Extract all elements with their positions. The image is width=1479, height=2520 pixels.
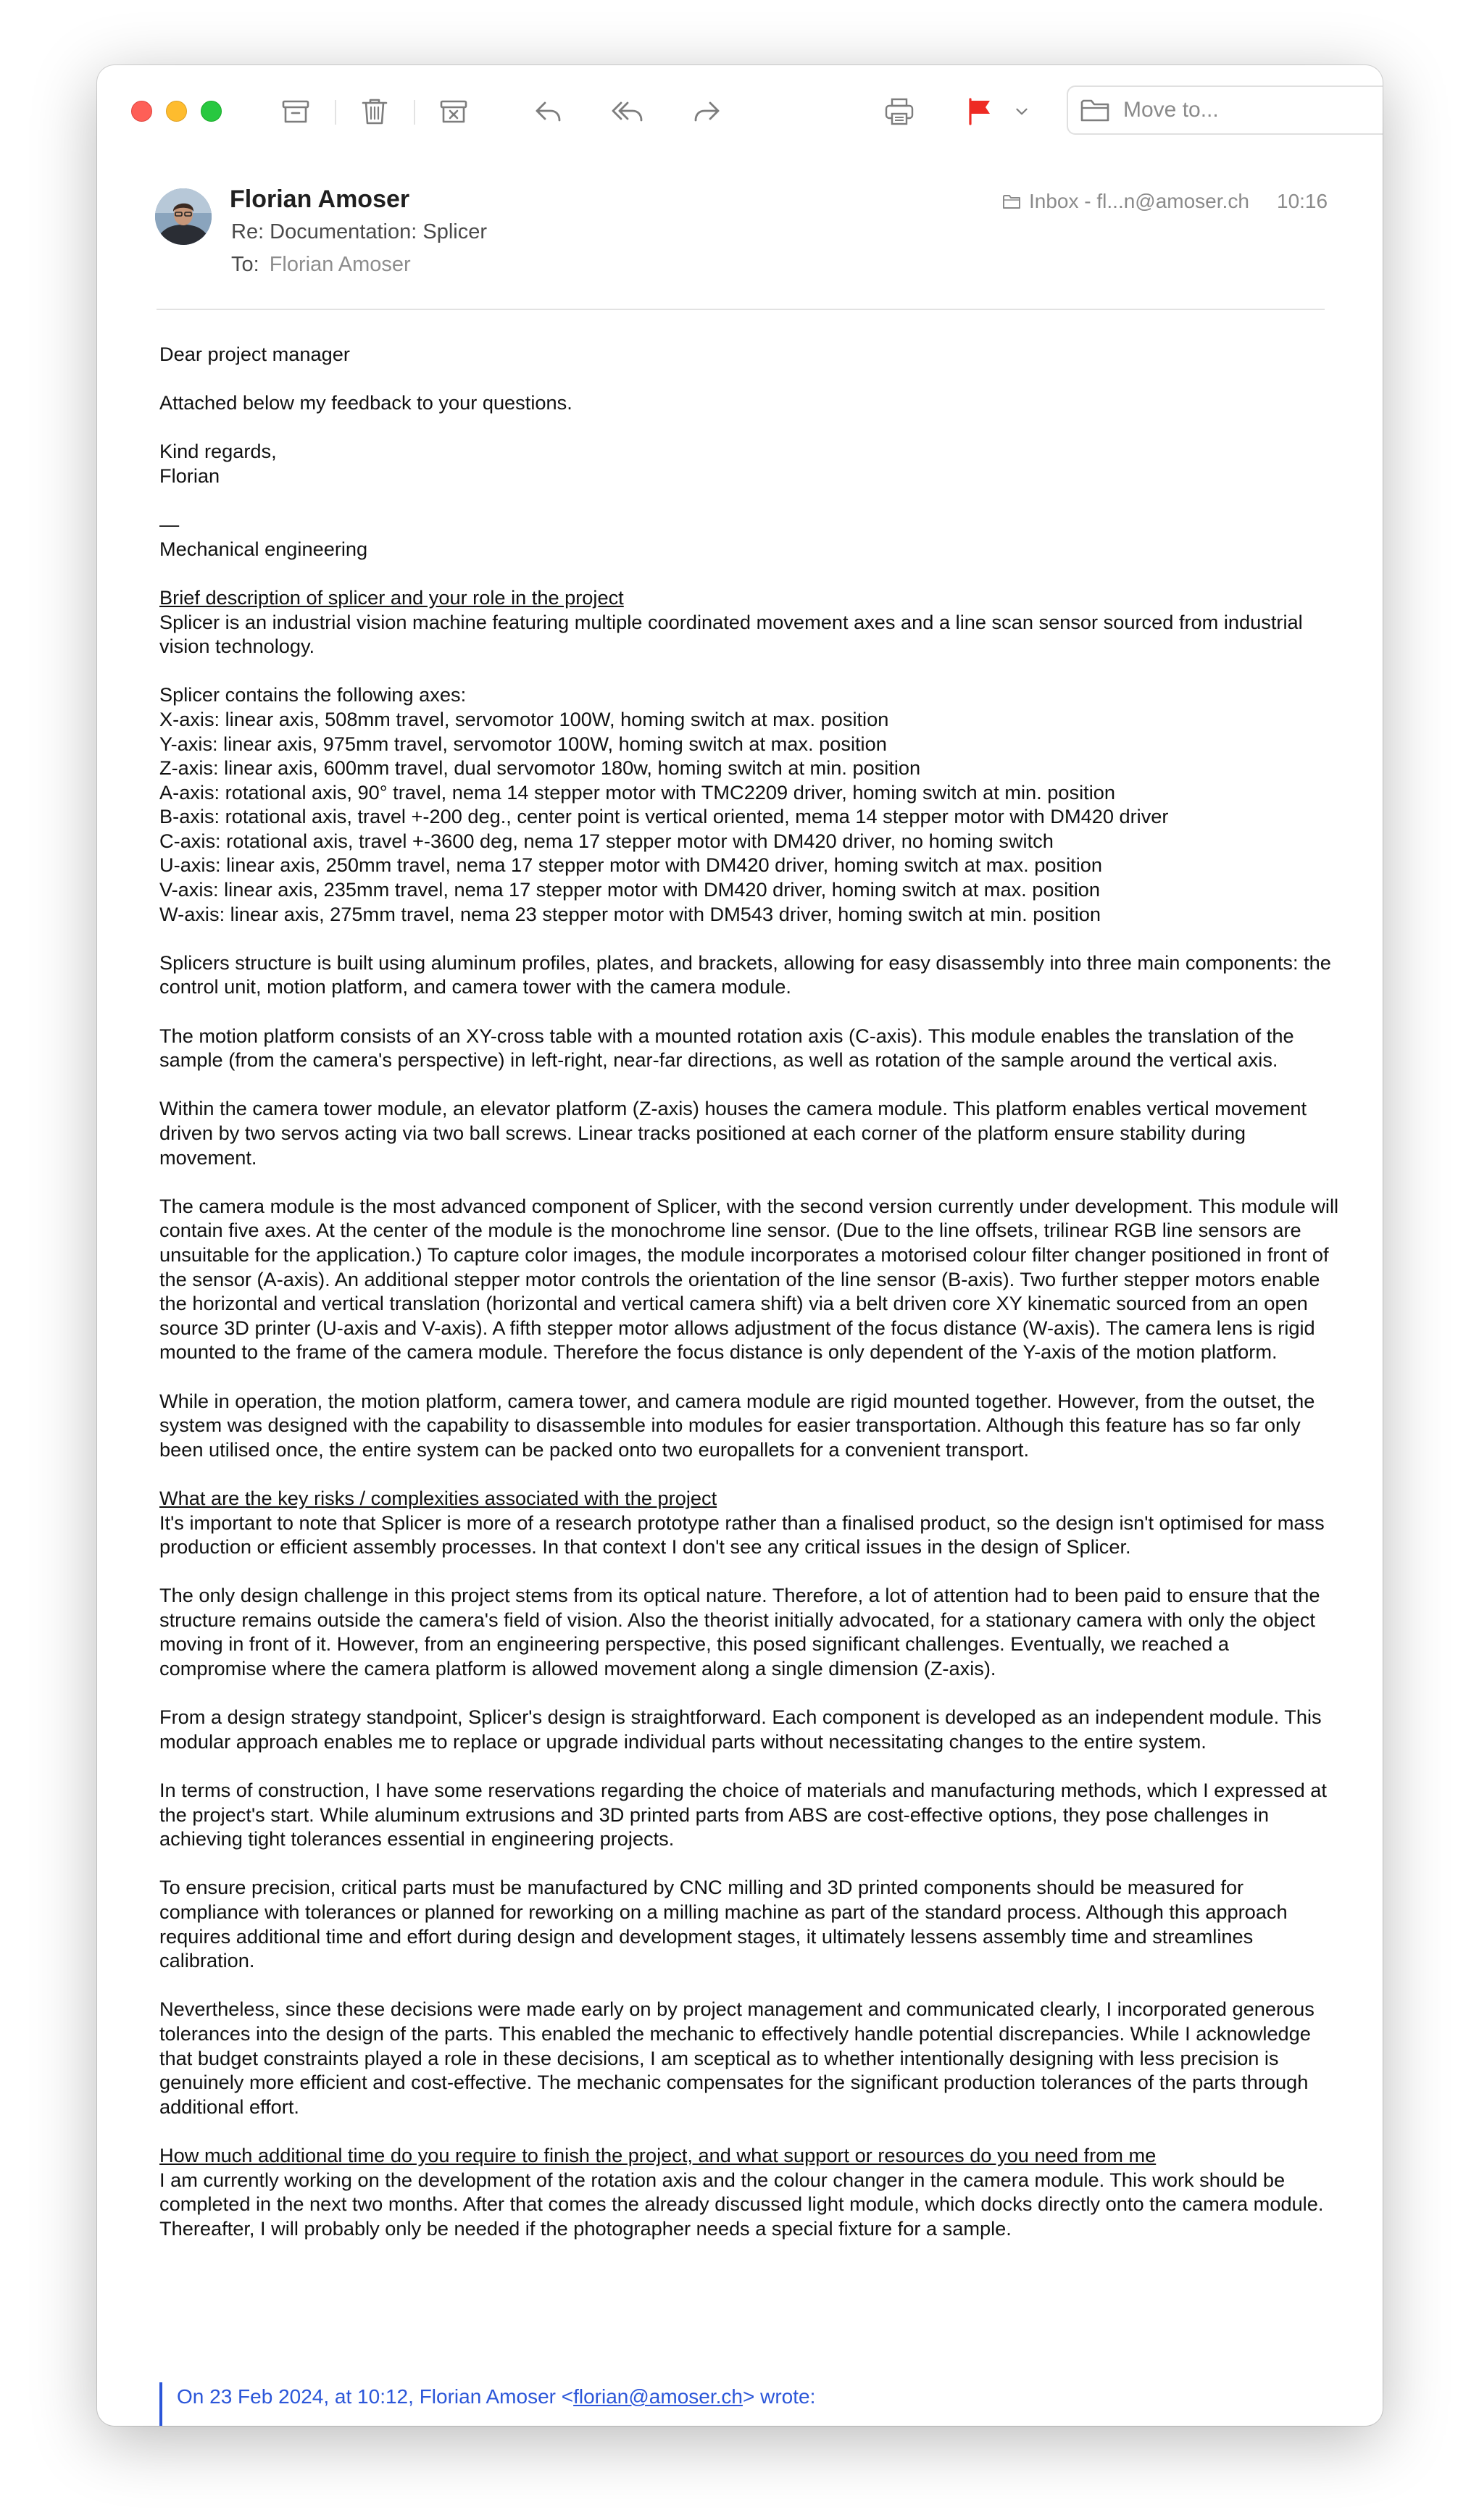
question-heading: Brief description of splicer and your role in the project [159,585,624,609]
axis-line: X-axis: linear axis, 508mm travel, servomotor 100W, homing switch at max. position [159,707,889,730]
mailbox-indicator [1001,190,1249,213]
junk-button[interactable] [435,93,472,130]
move-to-button[interactable] [1067,85,1383,135]
axis-line: C-axis: rotational axis, travel +-3600 deg, nema 17 stepper motor with DM420 driver, no homing switch [159,829,1054,852]
message-time: 10:16 [1277,190,1328,212]
flag-icon [963,95,996,128]
toolbar [97,65,1383,152]
recipient-line [231,253,411,277]
forward-icon [691,95,724,128]
quoted-message-header [159,2382,1319,2426]
paragraph: While in operation, the motion platform, camera tower, and camera module are rigid mounted together. However, from the outset, the system was designed with the capability to disassemble into modules for easier transportation. Although this feature has so far only been utilised once, the entire system can be packed onto two europallets for a convenient transport. [159,1389,1315,1461]
paragraph: From a design strategy standpoint, Splicer's design is straightforward. Each component is developed as an independent module. This modular approach enables me to replace or upgrade individual parts without necessitating changes to the entire system. [159,1706,1322,1753]
signature-separator: — [159,513,180,536]
to-label: To: [231,253,259,276]
delete-button[interactable] [356,93,393,130]
toolbar-separator [335,100,336,125]
section-title: Mechanical engineering [159,537,368,560]
folder-icon [1078,93,1112,127]
sender-avatar [155,188,212,245]
move-to-label: Move to... [1123,98,1219,122]
reply-all-icon [611,95,644,128]
paragraph: Nevertheless, since these decisions were made early on by project management and communicated clearly, I incorporated generous tolerances into the design of the parts. This enabled the mechanic to effectively handle potential discrepancies. While I acknowledge that budget constraints played a role in these decisions, I am sceptical as to whether intentionally designing with less precision is genuinely more efficient and cost-effective. The mechanic compensates for the significant production tolerances of the parts through additional effort. [159,1998,1315,2118]
axis-line: V-axis: linear axis, 235mm travel, nema 17 stepper motor with DM420 driver, homing switch at max. position [159,878,1100,901]
signature: Florian [159,464,220,487]
sender-name[interactable]: Florian Amoser [230,185,410,213]
axis-line: B-axis: rotational axis, travel +-200 deg., center point is vertical oriented, mema 14 stepper motor with DM420 driver [159,805,1169,828]
close-window-button[interactable] [131,101,152,122]
minimize-window-button[interactable] [166,101,187,122]
message-subject: Re: Documentation: Splicer [231,220,487,243]
axis-line: Z-axis: linear axis, 600mm travel, dual servomotor 180w, homing switch at min. position [159,756,921,780]
mailbox-label: Inbox - fl...n@amoser.ch [1029,190,1249,212]
quote-prefix: On 23 Feb 2024, at 10:12, Florian Amoser < [177,2385,574,2408]
folder-icon [1001,191,1022,212]
question-heading: How much additional time do you require to finish the project, and what support or resources do you need from me [159,2143,1157,2166]
recipient-name[interactable]: Florian Amoser [269,253,411,276]
junk-icon [437,95,470,128]
archive-icon [279,95,312,128]
axis-line: A-axis: rotational axis, 90° travel, nema 14 stepper motor with TMC2209 driver, homing switch at min. position [159,780,1115,804]
paragraph: The motion platform consists of an XY-cross table with a mounted rotation axis (C-axis). This module enables the translation of the sample (from the camera's perspective) in left-right, near-far directions, as well as rotation of the sample around the vertical axis. [159,1024,1294,1072]
axis-line: U-axis: linear axis, 250mm travel, nema 17 stepper motor with DM420 driver, homing switch at max. position [159,854,1102,877]
axes-intro: Splicer contains the following axes: [159,683,467,706]
question-heading: What are the key risks / complexities associated with the project [159,1486,717,1509]
quote-email-link[interactable]: florian@amoser.ch [573,2385,743,2408]
archive-button[interactable] [277,93,314,130]
flag-menu-button[interactable] [1009,93,1035,130]
closing-text: Kind regards, [159,440,277,463]
reply-all-button[interactable] [609,93,646,130]
reply-icon [531,95,564,128]
intro-text: Attached below my feedback to your questions. [159,391,572,414]
axis-line: Y-axis: linear axis, 975mm travel, servomotor 100W, homing switch at max. position [159,732,887,755]
quote-suffix: > wrote: [742,2385,816,2408]
trash-icon [358,95,391,128]
flag-button[interactable] [961,93,999,130]
header-divider [157,309,1325,310]
mail-window [97,65,1383,2426]
paragraph: I am currently working on the development of the rotation axis and the colour changer in the camera module. This work should be completed in the next two months. After that comes the already discussed light module, which docks directly onto the camera module. Thereafter, I will probably only be needed if the photographer needs a special fixture for a sample. [159,2168,1324,2240]
greeting: Dear project manager [159,343,350,365]
zoom-window-button[interactable] [201,101,222,122]
reply-button[interactable] [529,93,567,130]
chevron-down-icon [1011,101,1033,122]
print-button[interactable] [880,93,918,130]
paragraph: The only design challenge in this project stems from its optical nature. Therefore, a lot of attention had to been paid to ensure that the structure remains outside the camera's field of vision. Also the theorist initially advocated, for a stationary camera with only the object moving in front of it. However, from an engineering perspective, this posed significant challenges. Eventually, we reached a compromise where the camera platform is allowed movement along a single dimension (Z-axis). [159,1584,1320,1680]
print-icon [883,95,916,128]
paragraph: To ensure precision, critical parts must be manufactured by CNC milling and 3D printed components should be measured for compliance with tolerances or planned for reworking on a milling machine as part of the standard process. Although this approach requires additional time and effort during design and development stages, it ultimately lessens assembly time and streamlines calibration. [159,1876,1288,1972]
axis-line: W-axis: linear axis, 275mm travel, nema 23 stepper motor with DM543 driver, homing switch at min. position [159,902,1101,925]
paragraph: Splicers structure is built using aluminum profiles, plates, and brackets, allowing for easy disassembly into three main components: the control unit, motion platform, and camera tower with the camera module. [159,951,1331,998]
paragraph: Splicer is an industrial vision machine featuring multiple coordinated movement axes and a line scan sensor sourced from industrial vision technology. [159,610,1303,658]
paragraph: In terms of construction, I have some reservations regarding the choice of materials and manufacturing methods, which I expressed at the project's start. While aluminum extrusions and 3D printed parts from ABS are cost-effective options, they pose challenges in achieving tight tolerances essential in engineering projects. [159,1779,1327,1851]
paragraph: It's important to note that Splicer is more of a research prototype rather than a finalised product, so the design isn't optimised for mass production or efficient assembly processes. In that context I don't see any critical issues in the design of Splicer. [159,1511,1325,1559]
message-body [159,342,1341,2240]
forward-button[interactable] [688,93,726,130]
paragraph: Within the camera tower module, an elevator platform (Z-axis) houses the camera module. This platform enables vertical movement driven by two servos acting via two ball screws. Linear tracks positioned at each corner of the platform ensure stability during movement. [159,1097,1307,1169]
toolbar-separator [414,100,415,125]
paragraph: The camera module is the most advanced component of Splicer, with the second version currently under development. This module will contain five axes. At the center of the module is the monochrome line sensor. (Due to the line offsets, trilinear RGB line sensors are unsuitable for the application.) To capture color images, the module incorporates a motorised colour filter changer positioned in front of the sensor (A-axis). An additional stepper motor controls the orientation of the line sensor (B-axis). Two further stepper motors enable the horizontal and vertical translation (horizontal and vertical camera shift) via a belt driven core XY kinematic sourced from an open source 3D printer (U-axis and V-axis). A fifth stepper motor allows adjustment of the focus distance (W-axis). The camera lens is rigid mounted to the frame of the camera module. Therefore the focus distance is only dependent of the Y-axis of the motion platform. [159,1194,1339,1364]
